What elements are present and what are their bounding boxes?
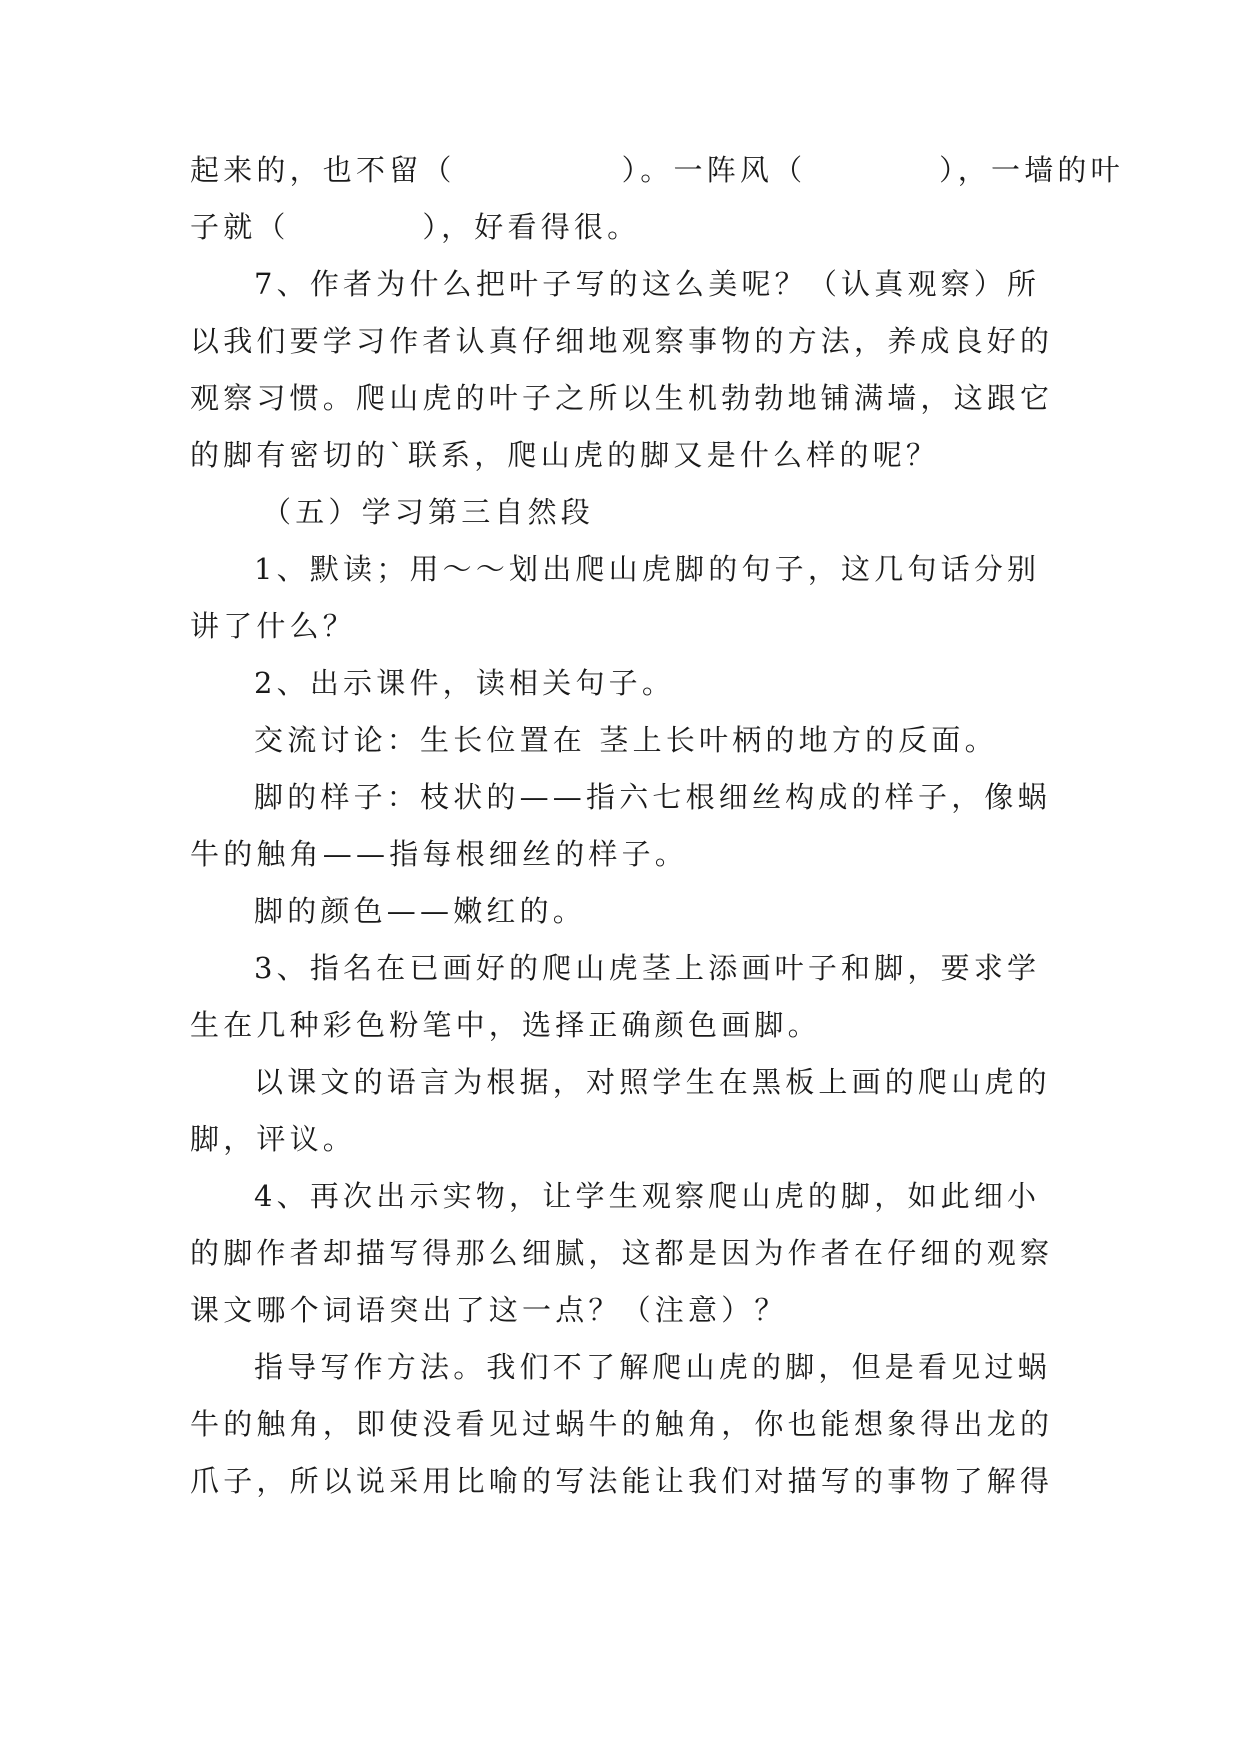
text-line: 3、指名在已画好的爬山虎茎上添画叶子和脚，要求学 <box>254 951 1041 985</box>
text-line: 的脚作者却描写得那么细腻，这都是因为作者在仔细的观察 <box>190 1236 1054 1270</box>
text-line: 2、出示课件，读相关句子。 <box>254 666 676 700</box>
text-line: 观察习惯。爬山虎的叶子之所以生机勃勃地铺满墙，这跟它 <box>190 381 1054 415</box>
text-line: 牛的触角——指每根细丝的样子。 <box>190 837 689 871</box>
text-line: 脚，评议。 <box>190 1122 357 1156</box>
text-line: 指导写作方法。我们不了解爬山虎的脚，但是看见过蜗 <box>254 1350 1051 1384</box>
text-line: 生在几种彩色粉笔中，选择正确颜色画脚。 <box>190 1008 821 1042</box>
text-line: 以我们要学习作者认真仔细地观察事物的方法，养成良好的 <box>190 324 1054 358</box>
text-line: 课文哪个词语突出了这一点？（注意）？ <box>190 1293 788 1327</box>
text-line: 脚的样子：枝状的——指六七根细丝构成的样子，像蜗 <box>254 780 1051 814</box>
text-line: 起来的，也不留（ ）。一阵风（ ），一墙的叶 <box>190 153 1124 187</box>
text-line: 1、默读；用～～划出爬山虎脚的句子，这几句话分别 <box>254 552 1041 586</box>
text-line: 的脚有密切的`联系，爬山虎的脚又是什么样的呢？ <box>190 438 940 472</box>
text-line: 爪子，所以说采用比喻的写法能让我们对描写的事物了解得 <box>190 1464 1054 1498</box>
text-line: 脚的颜色——嫩红的。 <box>254 894 587 928</box>
text-line: 7、作者为什么把叶子写的这么美呢？（认真观察）所 <box>254 267 1041 301</box>
text-line: 子就（ ），好看得很。 <box>190 210 641 244</box>
text-line: 讲了什么？ <box>190 609 357 643</box>
text-line: 交流讨论：生长位置在 茎上长叶柄的地方的反面。 <box>254 723 998 757</box>
text-line: 以课文的语言为根据，对照学生在黑板上画的爬山虎的 <box>254 1065 1051 1099</box>
text-line: 牛的触角，即使没看见过蜗牛的触角，你也能想象得出龙的 <box>190 1407 1054 1441</box>
text-line: 4、再次出示实物，让学生观察爬山虎的脚，如此细小 <box>254 1179 1041 1213</box>
section-heading: （五）学习第三自然段 <box>262 495 595 529</box>
